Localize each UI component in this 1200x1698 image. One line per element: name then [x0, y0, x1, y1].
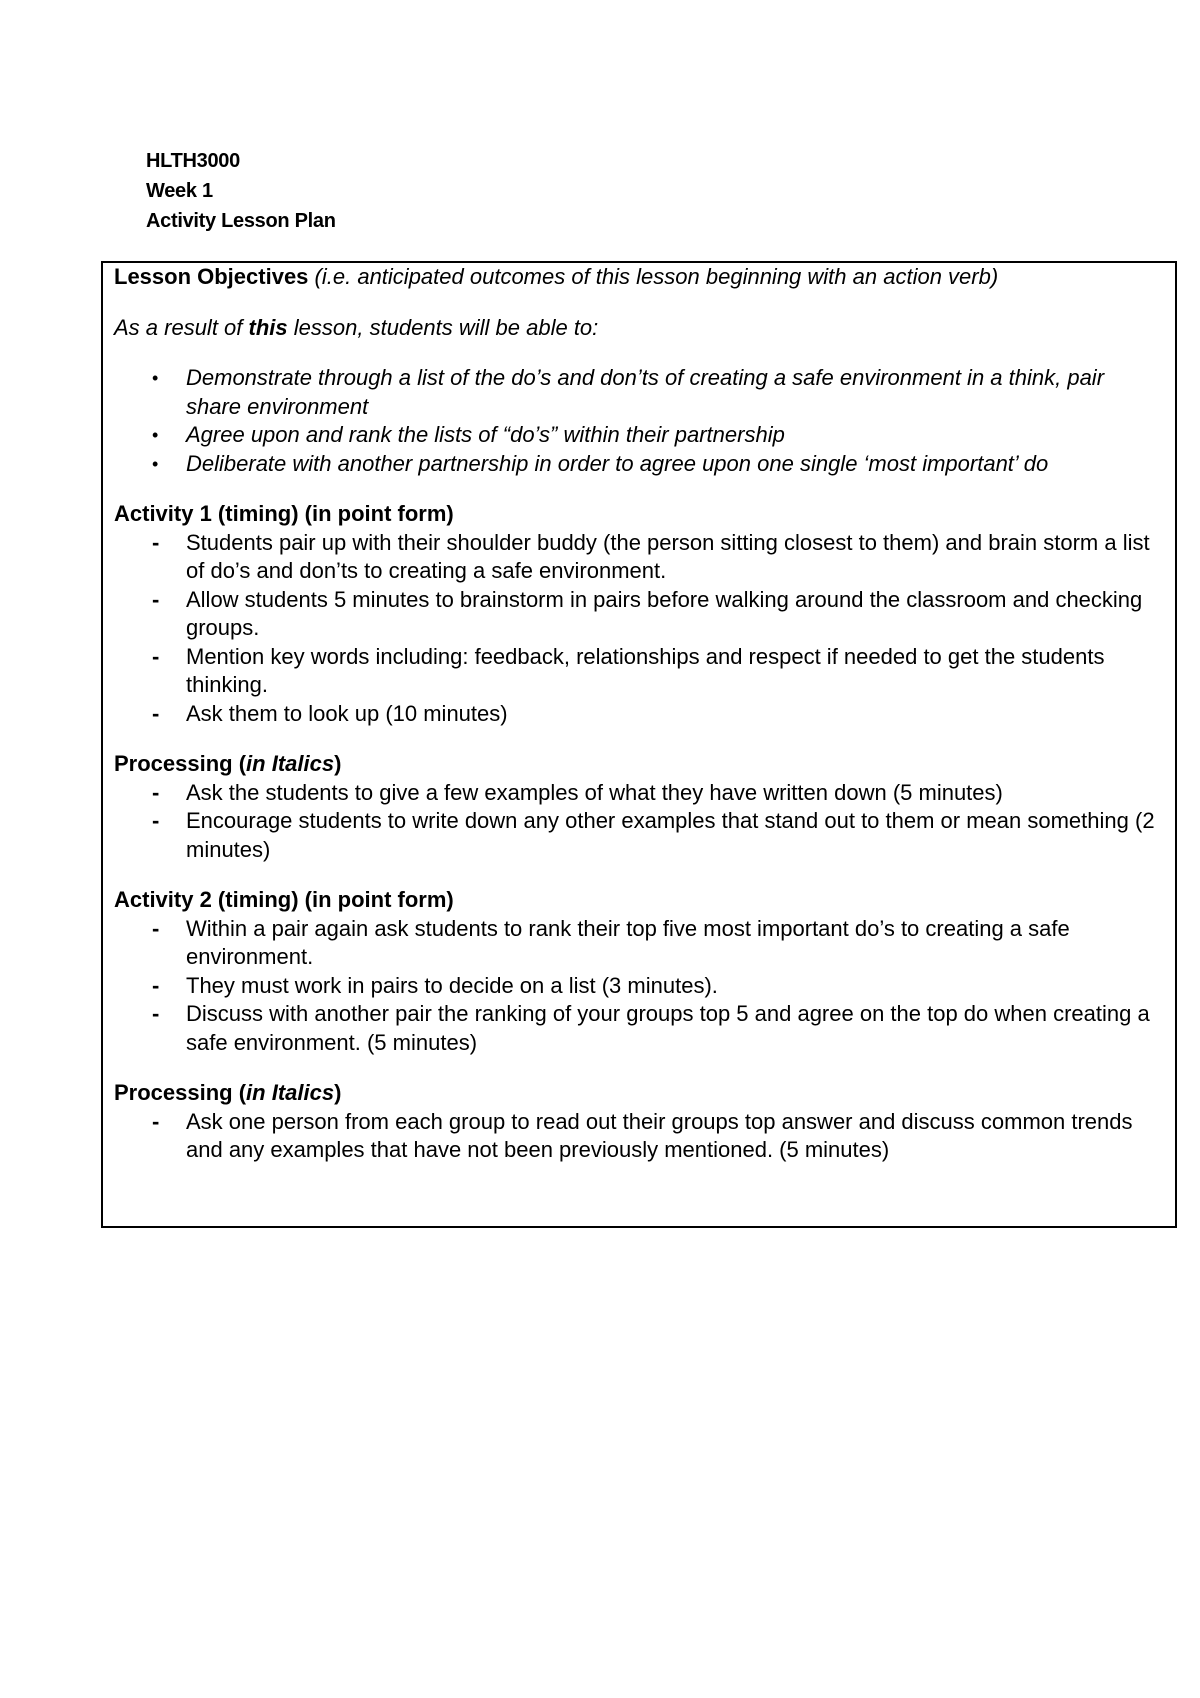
- processing2-heading-after: ): [334, 1080, 342, 1105]
- dash-marker: -: [152, 972, 160, 998]
- document-header: [146, 146, 336, 236]
- bullet-marker: •: [152, 453, 159, 474]
- objective-text: Agree upon and rank the lists of “do’s” within their partnership: [186, 422, 785, 447]
- lesson-plan-box: [101, 261, 1177, 1228]
- list-item: [114, 700, 1175, 729]
- processing1-heading-after: ): [334, 751, 342, 776]
- list-item: [114, 779, 1175, 808]
- dash-marker: -: [152, 529, 160, 555]
- activity-step-text: Students pair up with their shoulder buddy (the person sitting closest to them) and brain storm a list of do’s and don’ts to creating a safe environment.: [186, 529, 1150, 583]
- processing1-list: [114, 779, 1175, 865]
- dash-marker: -: [152, 700, 160, 726]
- processing2-heading-italic: in Italics: [246, 1080, 335, 1105]
- objectives-heading-text: Lesson Objectives: [114, 264, 309, 289]
- activity1-list: [114, 529, 1175, 729]
- objectives-heading-note: (i.e. anticipated outcomes of this lesson beginning with an action verb): [314, 264, 999, 289]
- list-item: [114, 586, 1175, 643]
- list-item: [114, 915, 1175, 972]
- processing2-heading-before: Processing (: [114, 1080, 247, 1105]
- lead-after: lesson, students will be able to:: [293, 314, 599, 340]
- activity2-list: [114, 915, 1175, 1058]
- activity-step-text: Discuss with another pair the ranking of your groups top 5 and agree on the top do when creating a safe environment. (5 minutes): [186, 1001, 1150, 1055]
- dash-marker: -: [152, 915, 160, 941]
- list-item: [114, 421, 1175, 450]
- activity-step-text: They must work in pairs to decide on a list (3 minutes).: [186, 972, 718, 998]
- objective-text: Demonstrate through a list of the do’s and don’ts of creating a safe environment in a think, pair share environment: [186, 365, 1105, 419]
- list-item: [114, 1108, 1175, 1165]
- dash-marker: -: [152, 1001, 160, 1026]
- objectives-heading: [114, 263, 1175, 292]
- list-item: [114, 1000, 1175, 1057]
- objective-text: Deliberate with another partnership in order to agree upon one single ‘most important’ do: [186, 450, 1049, 476]
- lead-bold-word: this: [248, 314, 288, 340]
- dash-marker: -: [152, 779, 160, 805]
- processing-step-text: Ask the students to give a few examples of what they have written down (5 minutes): [186, 779, 1003, 805]
- processing1-heading-italic: in Italics: [246, 751, 335, 776]
- list-item: [114, 807, 1175, 864]
- activity1-heading: Activity 1 (timing) (in point form): [114, 501, 454, 526]
- dash-marker: -: [152, 808, 160, 833]
- activity-step-text: Ask them to look up (10 minutes): [186, 700, 508, 726]
- list-item: [114, 643, 1175, 700]
- list-item: [114, 529, 1175, 586]
- list-item: [114, 450, 1175, 479]
- document-title: Activity Lesson Plan: [146, 210, 336, 232]
- dash-marker: -: [152, 1108, 160, 1134]
- processing1-heading-before: Processing (: [114, 751, 247, 776]
- activity-step-text: Within a pair again ask students to rank their top five most important do’s to creating a safe environment.: [186, 915, 1070, 969]
- bullet-marker: •: [152, 425, 159, 445]
- list-item: [114, 364, 1175, 421]
- processing-step-text: Ask one person from each group to read out their groups top answer and discuss common trends and any examples that have not been previously mentioned. (5 minutes): [186, 1108, 1133, 1162]
- processing2-list: [114, 1108, 1175, 1165]
- objectives-lead: [114, 314, 1175, 343]
- activity-step-text: Allow students 5 minutes to brainstorm in pairs before walking around the classroom and checking groups.: [186, 586, 1143, 640]
- bullet-marker: •: [152, 368, 159, 388]
- processing-step-text: Encourage students to write down any other examples that stand out to them or mean something (2 minutes): [186, 808, 1155, 862]
- processing1-heading: [114, 750, 1175, 779]
- dash-marker: -: [152, 643, 160, 669]
- activity-step-text: Mention key words including: feedback, relationships and respect if needed to get the students thinking.: [186, 643, 1105, 697]
- dash-marker: -: [152, 586, 160, 612]
- course-code: HLTH3000: [146, 150, 240, 172]
- processing2-heading: [114, 1079, 1175, 1108]
- lead-before: As a result of: [114, 314, 243, 340]
- week-label: Week 1: [146, 180, 213, 202]
- activity2-heading: Activity 2 (timing) (in point form): [114, 887, 454, 912]
- list-item: [114, 972, 1175, 1001]
- objectives-list: [114, 364, 1175, 478]
